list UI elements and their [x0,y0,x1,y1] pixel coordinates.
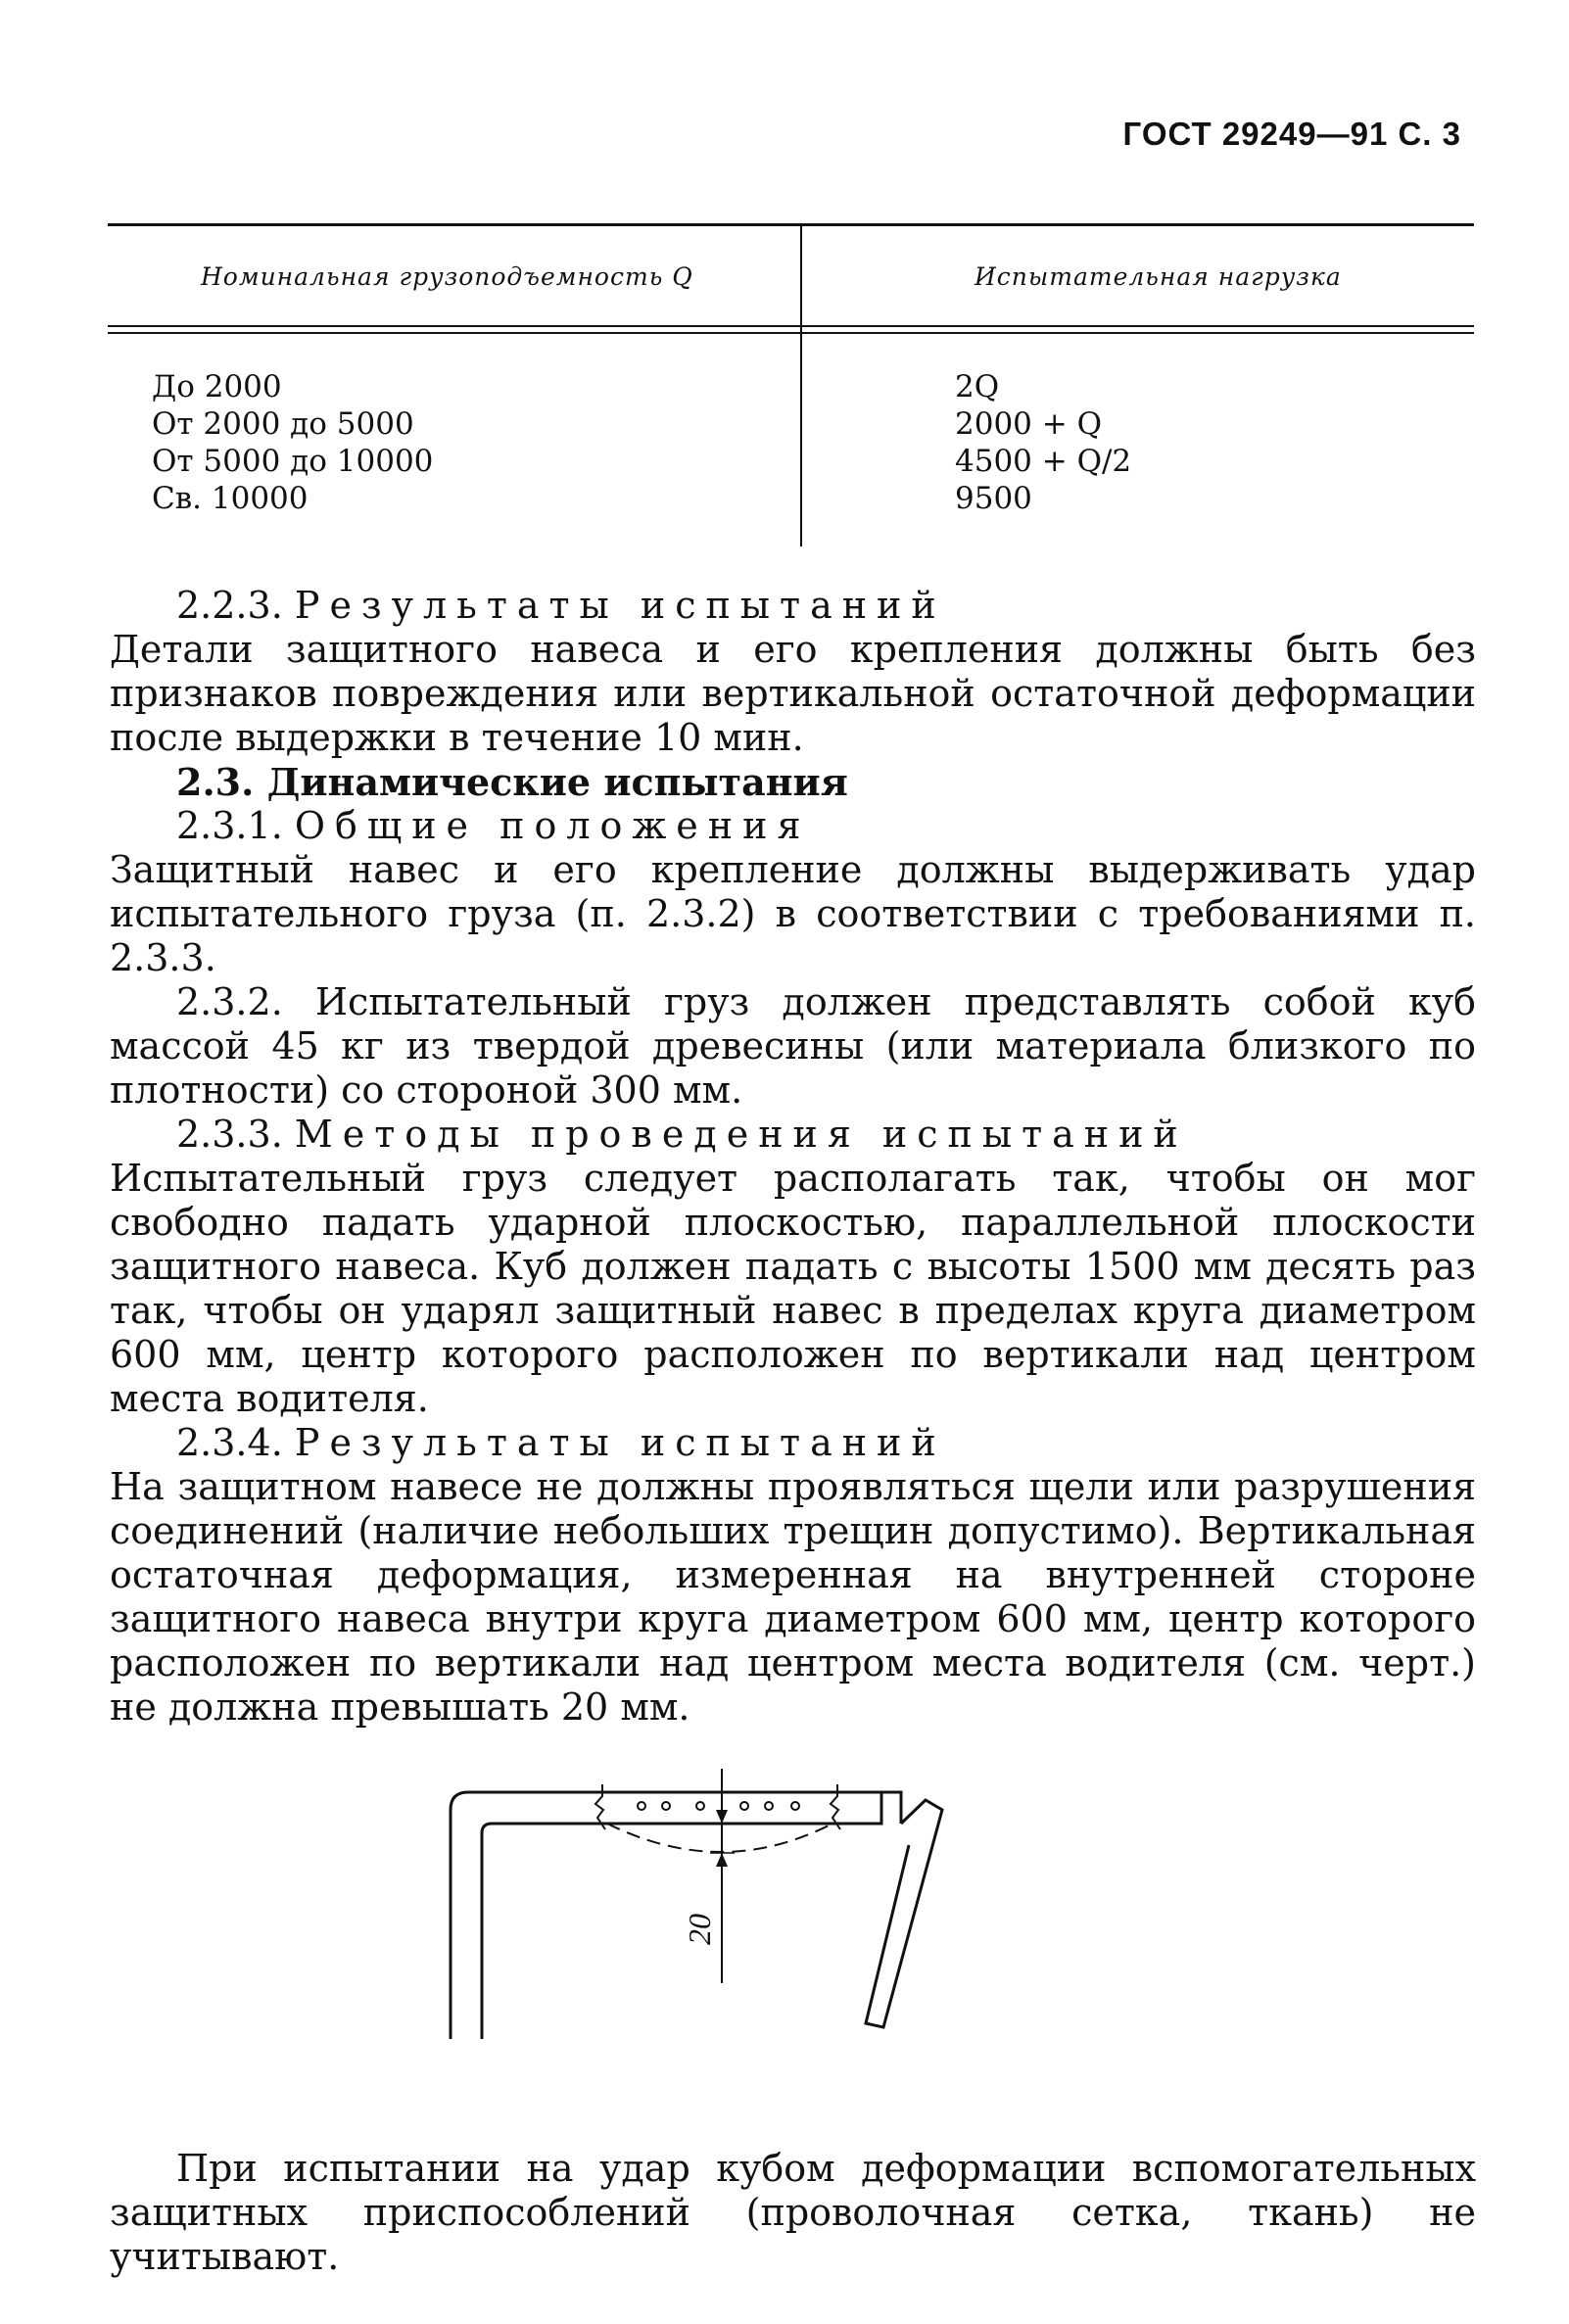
load-column [955,368,1131,517]
capacity-column [152,368,433,517]
bolt-hole [696,1802,704,1810]
bolt-hole [740,1802,748,1810]
table-header-load: Испытательная нагрузка [975,262,1342,291]
section-2-3-3-heading [110,1113,1476,1157]
section-number: 2.3.3. [176,1113,283,1156]
bolt-hole [791,1802,799,1810]
roof-right-end [881,1792,901,1824]
document-body [110,584,1476,1730]
table-header-capacity: Номинальная грузоподъемность Q [201,262,693,291]
left-frame-outer [451,1792,607,2039]
section-2-3-3-text: Испытательный груз следует располагать так, чтобы он мог свободно падать ударной плоскостью, параллельной плоскости защитного навеса. Куб должен падать с высоты 1500 мм десять раз так, чтобы он ударял защитный навес в пределах круга диаметром 600 мм, центр которого расположен по вертикали над центром места водителя. [110,1157,1476,1420]
section-title: Результаты испытаний [294,584,946,627]
section-2-3-1-heading [110,804,1476,848]
page-header: ГОСТ 29249—91 С. 3 [1122,116,1461,152]
dimension-label: 20 [682,1914,717,1945]
section-2-3-4-heading [110,1421,1476,1465]
table-top-rule [108,223,1474,226]
section-2-2-3-heading [110,584,1476,628]
table-cell-load: 2000 + Q [955,406,1102,442]
deformation-drawing [431,1763,1156,2057]
table-column-divider [800,223,802,546]
table-cell-capacity: От 2000 до 5000 [152,406,414,442]
section-2-3-4-text: На защитном навесе не должны проявляться щели или разрушения соединений (наличие небольших трещин допустимо). Вертикальная остаточная деформация, измеренная на внутренней стороне защитного навеса внутри круга диаметром 600 мм, центр которого расположен по вертикали над центром места водителя (см. черт.) не должна превышать 20 мм. [110,1465,1476,1729]
closing-paragraph-block [110,2147,1476,2279]
section-number: 2.3.4. [176,1421,283,1464]
bolt-hole [662,1802,670,1810]
section-2-2-3-text: Детали защитного навеса и его крепления должны быть без признаков повреждения или вертикальной остаточной деформации после выдержки в течение 10 мин. [110,628,1476,759]
section-number: 2.3.1. [176,804,283,847]
table-header-rule [108,325,1474,327]
roof-right-joint [832,1792,881,1824]
table-cell-load: 4500 + Q/2 [955,444,1132,479]
table-cell-load: 2Q [955,369,1000,404]
bolt-hole [765,1802,773,1810]
arrow-down [716,1810,728,1824]
section-title: Методы проведения испытаний [294,1113,1188,1156]
section-number: 2.2.3. [176,584,283,627]
left-frame-inner [482,1824,607,2039]
table-cell-capacity: Св. 10000 [152,481,309,516]
deformed-contour [607,1824,832,1852]
arrow-up [716,1853,728,1867]
table-cell-load: 9500 [955,481,1032,516]
section-title: Результаты испытаний [294,1421,946,1464]
section-2-3-heading: 2.3. Динамические испытания [176,760,848,804]
section-2-3-1-text: Защитный навес и его крепление должны выдерживать удар испытательного груза (п. 2.3.2) в соответствии с требованиями п. 2.3.3. [110,848,1476,979]
table-header-rule-2 [108,332,1474,334]
bolt-hole [638,1802,645,1810]
section-title: Общие положения [294,804,811,847]
closing-paragraph: При испытании на удар кубом деформации вспомогательных защитных приспособлений (проволочная сетка, ткань) не учитывают. [110,2147,1476,2278]
section-2-3-2-text: 2.3.2. Испытательный груз должен представлять собой куб массой 45 кг из твердой древесины (или материала близкого по плотности) со стороной 300 мм. [110,980,1476,1112]
canopy-diagram-svg [431,1763,1156,2057]
right-slanted-post [866,1800,942,2027]
table-cell-capacity: От 5000 до 10000 [152,444,434,479]
table-cell-capacity: До 2000 [152,369,282,404]
